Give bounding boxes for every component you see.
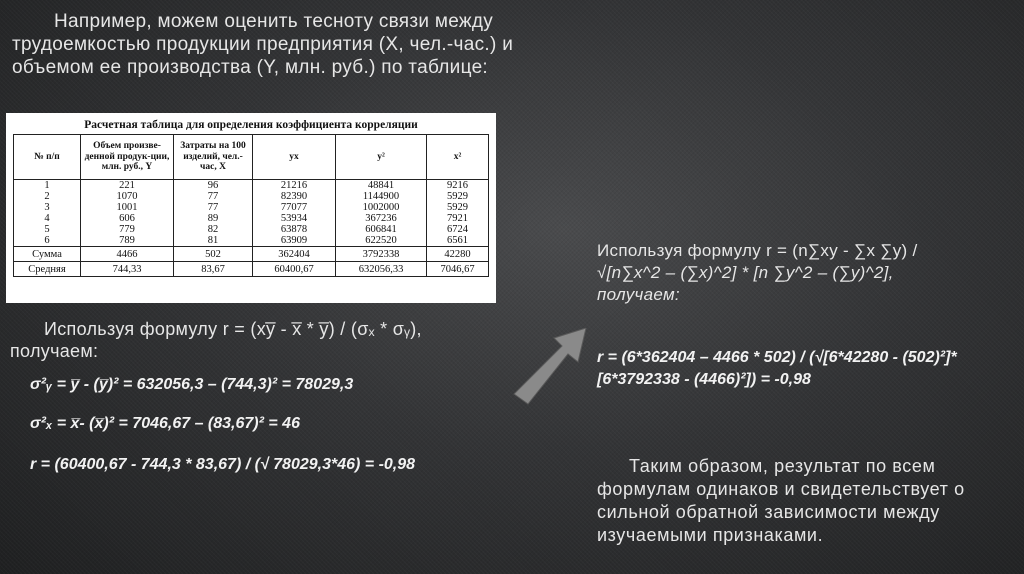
table-cell: Средняя bbox=[14, 262, 81, 277]
correlation-table bbox=[6, 113, 496, 303]
table-cell: 7921 bbox=[427, 213, 489, 224]
table-cell: 21216 bbox=[253, 180, 336, 192]
r-result-right: r = (6*362404 – 4466 * 502) / (√[6*42280 - (502)²]*[6*3792338 - (4466)²]) = -0,98 bbox=[597, 349, 957, 388]
table-cell: 606841 bbox=[336, 224, 427, 235]
formula-line-2: √[n∑x^2 – (∑x)^2] * [n ∑y^2 – (∑y)^2], bbox=[597, 263, 894, 282]
table-cell: 2 bbox=[14, 191, 81, 202]
table-cell: 7046,67 bbox=[427, 262, 489, 277]
table-cell: 779 bbox=[81, 224, 174, 235]
col-header: x² bbox=[427, 135, 489, 180]
table-cell: 3792338 bbox=[336, 247, 427, 262]
col-header: yx bbox=[253, 135, 336, 180]
table-cell: 744,33 bbox=[81, 262, 174, 277]
table-cell: 77 bbox=[174, 191, 253, 202]
table-cell: 5929 bbox=[427, 191, 489, 202]
table-cell: 362404 bbox=[253, 247, 336, 262]
table-cell: 622520 bbox=[336, 235, 427, 247]
table-cell: 89 bbox=[174, 213, 253, 224]
table-cell: 81 bbox=[174, 235, 253, 247]
table-cell: 9216 bbox=[427, 180, 489, 192]
table-cell: 82 bbox=[174, 224, 253, 235]
table-cell: 1001 bbox=[81, 202, 174, 213]
table-header-row bbox=[14, 135, 489, 180]
col-header: Затраты на 100 изделий, чел.-час, X bbox=[174, 135, 253, 180]
table-cell: 82390 bbox=[253, 191, 336, 202]
col-header: y² bbox=[336, 135, 427, 180]
formula-line-1: Используя формулу r = (n∑xy - ∑x ∑y) / bbox=[597, 241, 918, 260]
sigma-x-line: σ²ₓ = x̅- (x̅)² = 7046,67 – (83,67)² = 46 bbox=[30, 415, 300, 432]
r-result-left: r = (60400,67 - 744,3 * 83,67) / (√ 78029,3*46) = -0,98 bbox=[30, 456, 416, 473]
table-cell: 5 bbox=[14, 224, 81, 235]
table-cell: 606 bbox=[81, 213, 174, 224]
calc-table bbox=[13, 134, 489, 277]
col-header: Объем произве-денной продук-ции, млн. руб., Y bbox=[81, 135, 174, 180]
sigma-y-line: σ²ᵧ = y̅ - (y̅)² = 632056,3 – (744,3)² = 78029,3 bbox=[30, 376, 354, 393]
formula-line-3: получаем: bbox=[597, 285, 680, 304]
table-row bbox=[14, 224, 489, 235]
table-cell: 6724 bbox=[427, 224, 489, 235]
table-cell: 63909 bbox=[253, 235, 336, 247]
formula-intro-right bbox=[597, 240, 1012, 306]
table-cell: 48841 bbox=[336, 180, 427, 192]
table-cell: 1002000 bbox=[336, 202, 427, 213]
table-cell: 4 bbox=[14, 213, 81, 224]
table-cell: 3 bbox=[14, 202, 81, 213]
table-row bbox=[14, 213, 489, 224]
table-title: Расчетная таблица для определения коэффициента корреляции bbox=[84, 119, 418, 131]
conclusion-text: Таким образом, результат по всем формулам одинаков и свидетельствует о сильной обратной зависимости между изучаемыми признаками. bbox=[597, 456, 965, 545]
table-cell: 1070 bbox=[81, 191, 174, 202]
table-cell: 632056,33 bbox=[336, 262, 427, 277]
table-cell: 63878 bbox=[253, 224, 336, 235]
formula-intro-left: Используя формулу r = (xy̅ - x̅ * y̅) / (σₓ * σᵧ), получаем: bbox=[10, 319, 422, 361]
table-cell: 789 bbox=[81, 235, 174, 247]
table-cell: 60400,67 bbox=[253, 262, 336, 277]
table-row bbox=[14, 202, 489, 213]
table-cell: 77077 bbox=[253, 202, 336, 213]
table-cell: 6561 bbox=[427, 235, 489, 247]
table-mean-row bbox=[14, 262, 489, 277]
table-cell: 1144900 bbox=[336, 191, 427, 202]
table-row bbox=[14, 180, 489, 192]
table-cell: 367236 bbox=[336, 213, 427, 224]
table-cell: 221 bbox=[81, 180, 174, 192]
table-cell: 6 bbox=[14, 235, 81, 247]
table-cell: 53934 bbox=[253, 213, 336, 224]
table-cell: 96 bbox=[174, 180, 253, 192]
table-total-row bbox=[14, 247, 489, 262]
intro-text: Например, можем оценить тесноту связи между трудоемкостью продукции предприятия (X, чел.-час.) и объемом ее производства (Y, млн. руб.) по таблице: bbox=[12, 11, 514, 78]
table-row bbox=[14, 235, 489, 247]
table-cell: 83,67 bbox=[174, 262, 253, 277]
table-cell: 502 bbox=[174, 247, 253, 262]
col-header: № п/п bbox=[14, 135, 81, 180]
table-cell: Сумма bbox=[14, 247, 81, 262]
table-row bbox=[14, 191, 489, 202]
table-cell: 4466 bbox=[81, 247, 174, 262]
arrow-up-right-icon bbox=[506, 328, 596, 408]
table-cell: 77 bbox=[174, 202, 253, 213]
table-cell: 5929 bbox=[427, 202, 489, 213]
table-cell: 1 bbox=[14, 180, 81, 192]
table-cell: 42280 bbox=[427, 247, 489, 262]
